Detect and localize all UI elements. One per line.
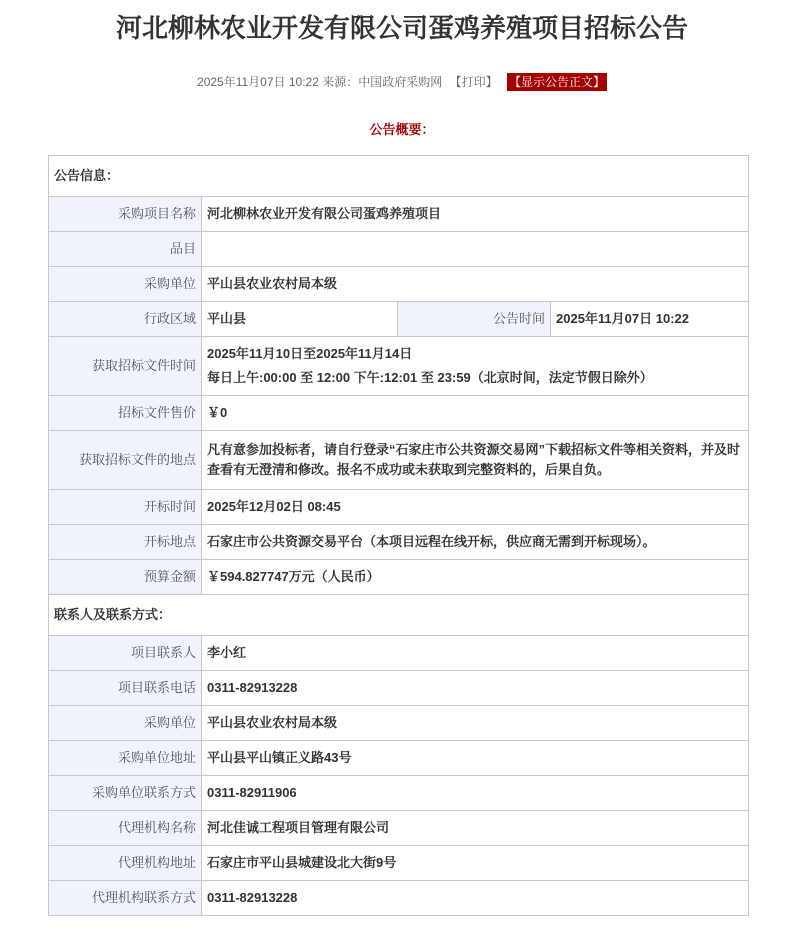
label: 公告时间 xyxy=(398,302,551,337)
contact-purchaser-value: 平山县农业农村局本级 xyxy=(202,706,749,741)
source-label: 来源： xyxy=(322,75,359,89)
label: 项目联系电话 xyxy=(49,671,202,706)
label: 项目联系人 xyxy=(49,636,202,671)
label: 代理机构地址 xyxy=(49,846,202,881)
agency-name-value: 河北佳诚工程项目管理有限公司 xyxy=(202,811,749,846)
doc-time-range: 2025年11月10日至2025年11月14日 xyxy=(207,346,413,361)
doc-time-value xyxy=(202,337,749,396)
open-place-value: 石家庄市公共资源交易平台（本项目远程在线开标，供应商无需到开标现场）。 xyxy=(202,525,749,560)
project-contact-value: 李小红 xyxy=(202,636,749,671)
row-agency-name xyxy=(49,811,749,846)
project-name-value: 河北柳林农业开发有限公司蛋鸡养殖项目 xyxy=(202,197,749,232)
label: 代理机构名称 xyxy=(49,811,202,846)
print-link[interactable]: 【打印】 xyxy=(449,75,498,89)
label: 采购单位联系方式 xyxy=(49,776,202,811)
label: 招标文件售价 xyxy=(49,396,202,431)
label: 采购单位地址 xyxy=(49,741,202,776)
label: 获取招标文件的地点 xyxy=(49,431,202,490)
label: 开标时间 xyxy=(49,490,202,525)
row-project-contact xyxy=(49,636,749,671)
open-time-value: 2025年12月02日 08:45 xyxy=(202,490,749,525)
row-purchaser-phone xyxy=(49,776,749,811)
purchaser-address-value: 平山县平山镇正义路43号 xyxy=(202,741,749,776)
row-agency-address xyxy=(49,846,749,881)
row-purchaser-address xyxy=(49,741,749,776)
publish-datetime: 2025年11月07日 10:22 xyxy=(197,75,319,89)
summary-title: 公告概要： xyxy=(369,122,435,137)
row-category xyxy=(49,232,749,267)
label: 采购单位 xyxy=(49,706,202,741)
announcement-meta xyxy=(0,73,804,91)
row-doc-place xyxy=(49,431,749,490)
publish-time-value: 2025年11月07日 10:22 xyxy=(551,302,749,337)
doc-place-value: 凡有意参加投标者，请自行登录“石家庄市公共资源交易网”下载招标文件等相关资料，并及时查看有无澄清和修改。报名不成功或未获取到完整资料的，后果自负。 xyxy=(202,431,749,490)
row-doc-time xyxy=(49,337,749,396)
section-contacts: 联系人及联系方式： xyxy=(49,595,749,636)
row-open-place xyxy=(49,525,749,560)
row-purchaser xyxy=(49,267,749,302)
label: 采购项目名称 xyxy=(49,197,202,232)
label: 开标地点 xyxy=(49,525,202,560)
label: 采购单位 xyxy=(49,267,202,302)
purchaser-phone-value: 0311-82911906 xyxy=(202,776,749,811)
show-body-button[interactable]: 【显示公告正文】 xyxy=(508,75,605,89)
label: 获取招标文件时间 xyxy=(49,337,202,396)
row-open-time xyxy=(49,490,749,525)
row-contact-purchaser xyxy=(49,706,749,741)
purchaser-value: 平山县农业农村局本级 xyxy=(202,267,749,302)
row-doc-price xyxy=(49,396,749,431)
label: 行政区域 xyxy=(49,302,202,337)
label: 品目 xyxy=(49,232,202,267)
doc-time-daily: 每日上午:00:00 至 12:00 下午:12:01 至 23:59（北京时间，法定节假日除外） xyxy=(207,370,653,385)
page-title: 河北柳林农业开发有限公司蛋鸡养殖项目招标公告 xyxy=(115,13,688,43)
label: 预算金额 xyxy=(49,560,202,595)
row-project-phone xyxy=(49,671,749,706)
project-phone-value: 0311-82913228 xyxy=(202,671,749,706)
row-agency-phone xyxy=(49,881,749,916)
doc-price-value: ￥0 xyxy=(202,396,749,431)
budget-value: ￥594.827747万元（人民币） xyxy=(202,560,749,595)
section-announcement-info: 公告信息： xyxy=(49,156,749,197)
agency-phone-value: 0311-82913228 xyxy=(202,881,749,916)
announcement-table xyxy=(48,155,749,916)
region-value: 平山县 xyxy=(202,302,398,337)
row-budget xyxy=(49,560,749,595)
category-value xyxy=(202,232,749,267)
row-project-name xyxy=(49,197,749,232)
source-name: 中国政府采购网 xyxy=(358,75,443,89)
row-region-time xyxy=(49,302,749,337)
agency-address-value: 石家庄市平山县城建设北大街9号 xyxy=(202,846,749,881)
label: 代理机构联系方式 xyxy=(49,881,202,916)
